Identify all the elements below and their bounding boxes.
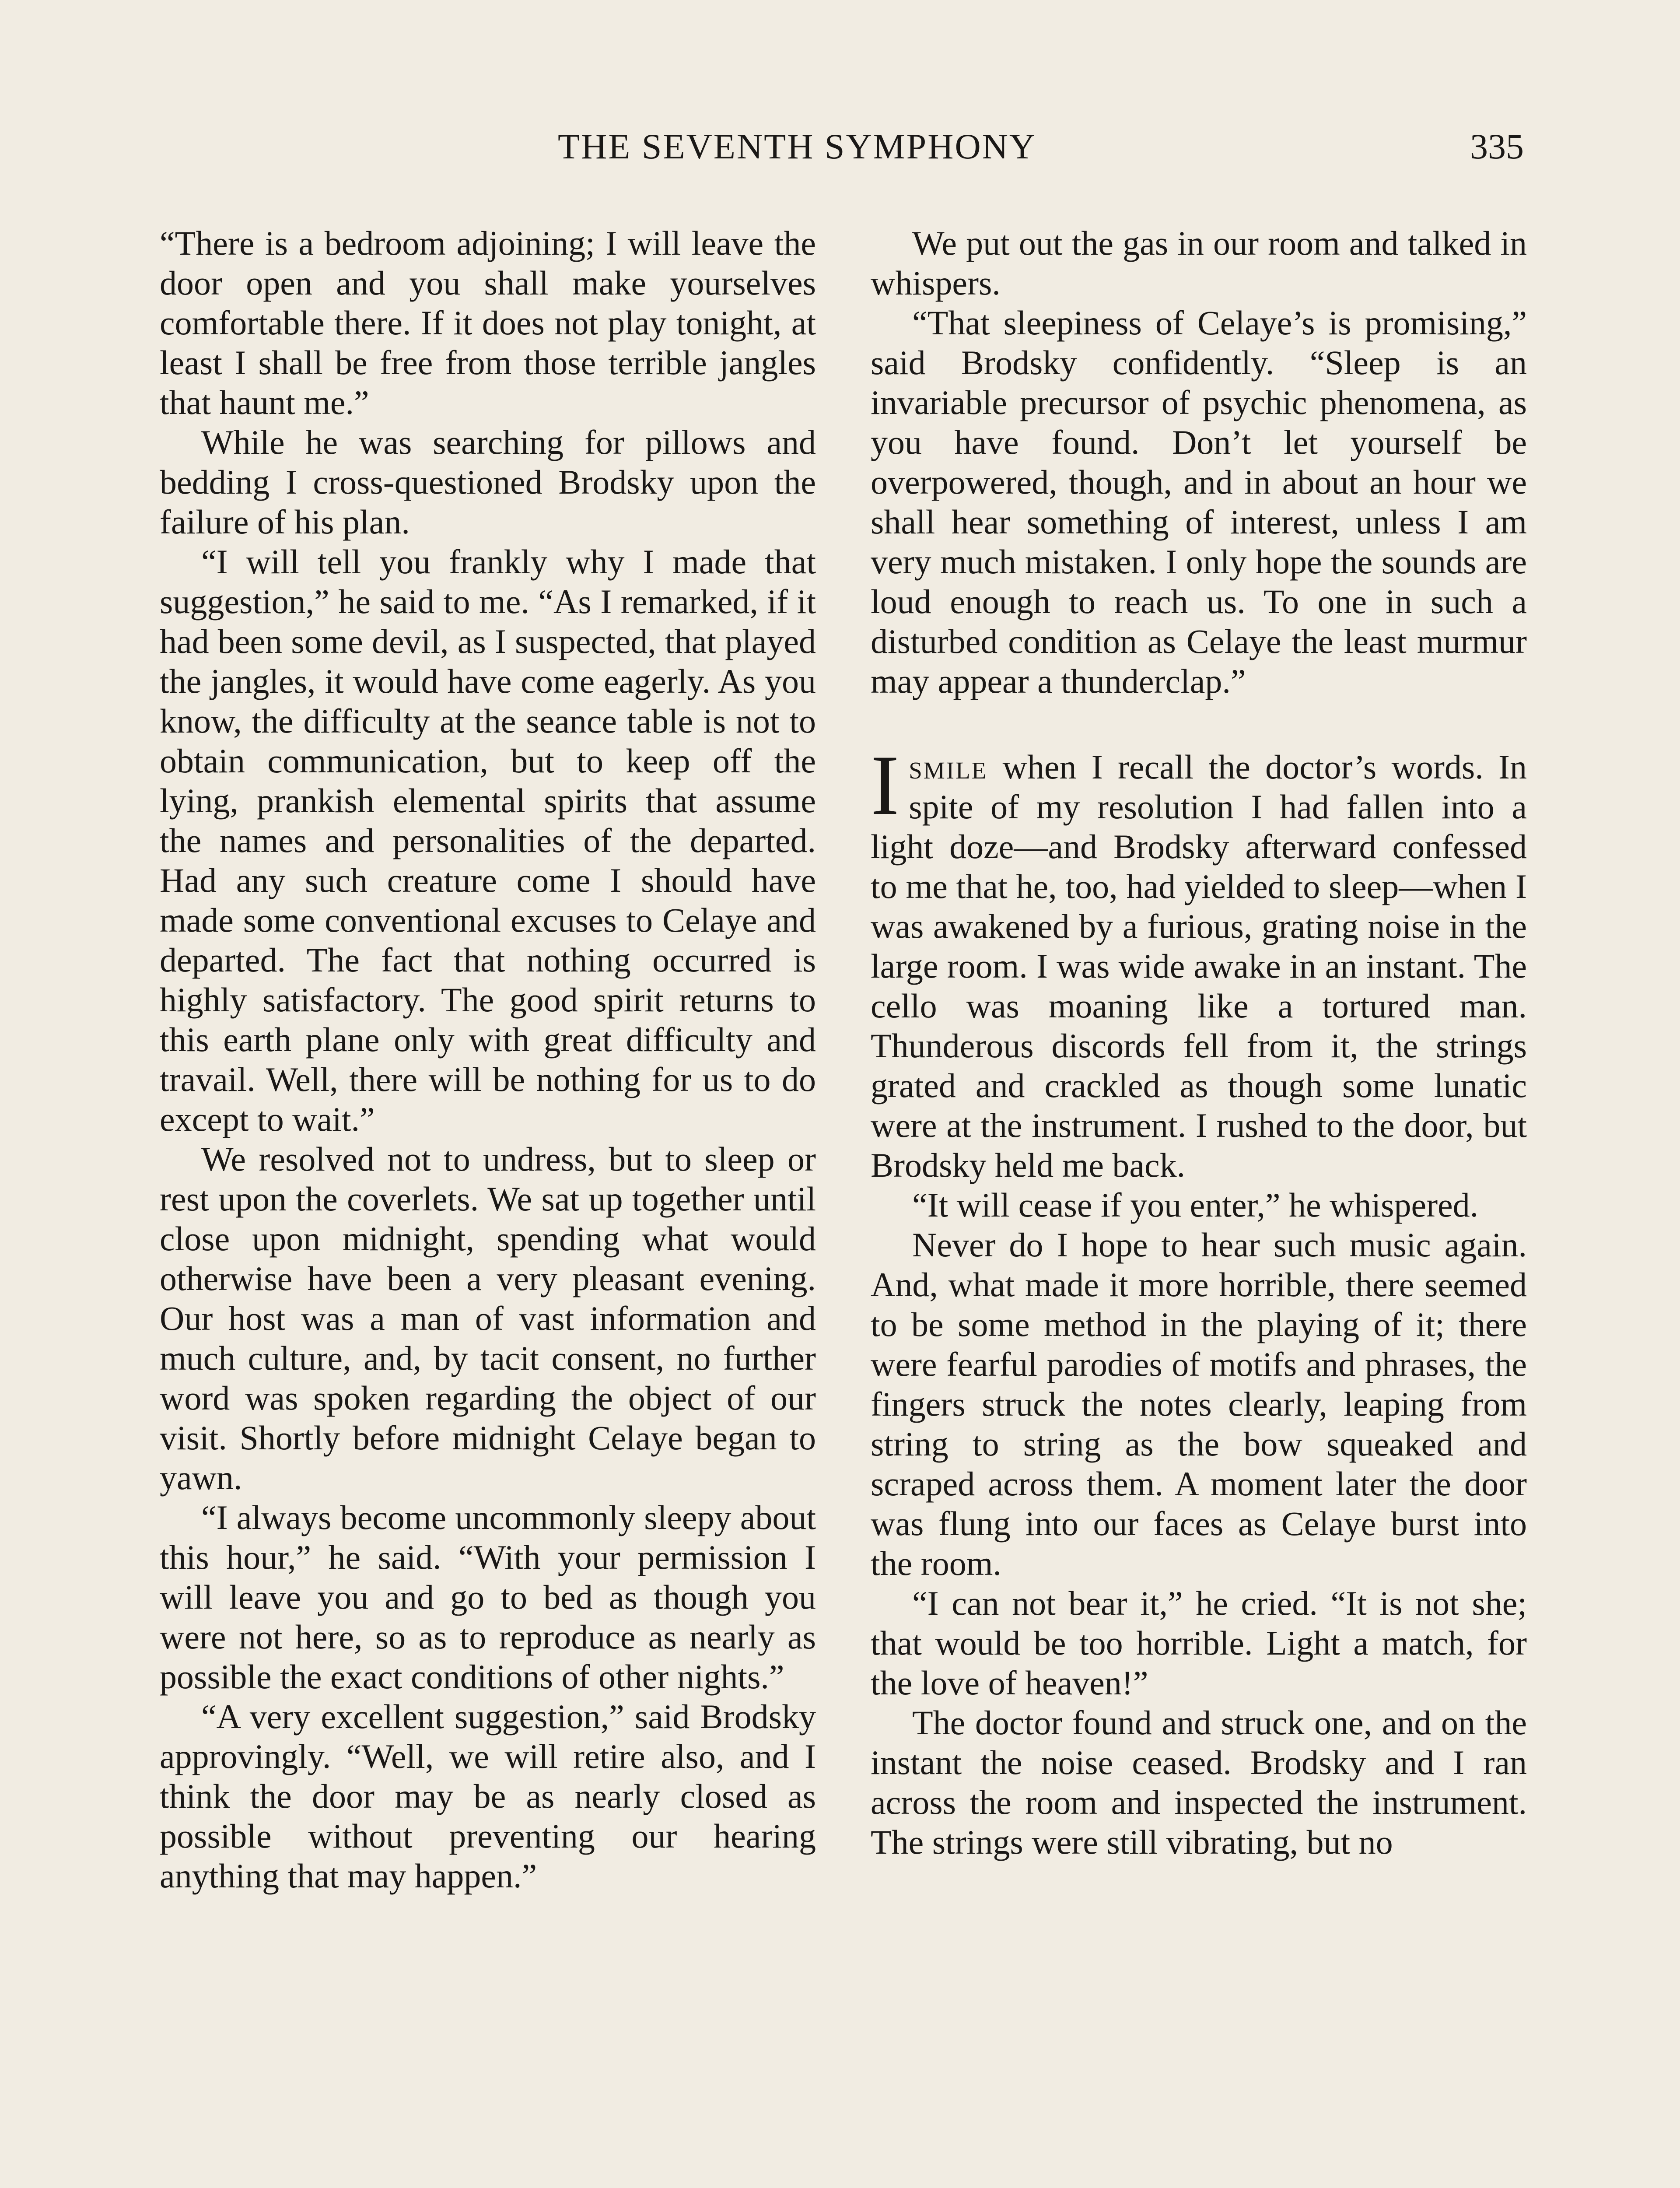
paragraph: “That sleepiness of Celaye’s is promising,” said Brodsky confidently. “Sleep is an invariable precursor of psychic phenomena, as you have found. Don’t let yourself be overpowered, though, and in about an hour we shall hear something of interest, unless I am very much mistaken. I only hope the sounds are loud enough to reach us. To one in such a disturbed condition as Celaye the least murmur may appear a thunderclap.” xyxy=(871,304,1527,700)
page-header xyxy=(0,123,1680,171)
page-number: 335 xyxy=(1470,126,1524,166)
section-start-paragraph xyxy=(871,738,1527,1185)
drop-cap: I xyxy=(871,738,900,833)
paragraph: “I can not bear it,” he cried. “It is not she; that would be too horrible. Light a match, for the love of heaven!” xyxy=(871,1584,1527,1702)
paragraph: While he was searching for pillows and bedding I cross-questioned Brodsky upon the failure of his plan. xyxy=(160,423,816,541)
paragraph: “There is a bedroom adjoining; I will leave the door open and you shall make yourselves comfortable there. If it does not play tonight, at least I shall be free from those terrible jangles that haunt me.” xyxy=(160,224,816,421)
paragraph: Never do I hope to hear such music again. And, what made it more horrible, there seemed to be some method in the playing of it; there were fearful parodies of motifs and phrases, the fingers struck the notes clearly, leaping from string to string as the bow squeaked and scraped across them. A moment later the door was flung into our faces as Celaye burst into the room. xyxy=(871,1226,1527,1582)
paragraph: The doctor found and struck one, and on the instant the noise ceased. Brodsky and I ran across the room and inspected the instrument. The strings were still vibrating, but no xyxy=(871,1704,1527,1861)
right-column xyxy=(871,223,1527,1862)
paragraph: “I will tell you frankly why I made that suggestion,” he said to me. “As I remarked, if it had been some devil, as I suspected, that played the jangles, it would have come eagerly. As you know, the difficulty at the seance table is not to obtain communication, but to keep off the lying, prankish elemental spirits that assume the names and personalities of the departed. Had any such creature come I should have made some conventional excuses to Celaye and departed. The fact that nothing occurred is highly satisfactory. The good spirit returns to this earth plane only with great difficulty and travail. Well, there will be nothing for us to do except to wait.” xyxy=(160,543,816,1138)
small-caps-lead: smile xyxy=(909,748,988,786)
paragraph-text: when I recall the doctor’s words. In spite of my resolution I had fallen into a light doze—and Brodsky afterward confessed to me that he, too, had yielded to sleep—when I was awakened by a furious, grating noise in the large room. I was wide awake in an instant. The cello was moaning like a tortured man. Thunderous discords fell from it, the strings grated and crackled as though some lunatic were at the instrument. I rushed to the door, but Brodsky held me back. xyxy=(871,748,1527,1184)
running-title: THE SEVENTH SYMPHONY xyxy=(558,126,1037,166)
paragraph: “A very excellent suggestion,” said Brodsky approvingly. “Well, we will retire also, and I think the door may be as nearly closed as possible without preventing our hearing anything that may happen.” xyxy=(160,1697,816,1895)
paragraph: “I always become uncommonly sleepy about this hour,” he said. “With your permission I will leave you and go to bed as though you were not here, so as to reproduce as nearly as possible the exact conditions of other nights.” xyxy=(160,1498,816,1696)
paragraph: We resolved not to undress, but to sleep or rest upon the coverlets. We sat up together until close upon midnight, spending what would otherwise have been a very pleasant evening. Our host was a man of vast information and much culture, and, by tacit consent, no further word was spoken regarding the object of our visit. Shortly before midnight Celaye began to yawn. xyxy=(160,1140,816,1497)
paragraph: “It will cease if you enter,” he whispered. xyxy=(912,1186,1479,1224)
paragraph: We put out the gas in our room and talked in whispers. xyxy=(871,224,1527,302)
left-column xyxy=(160,223,816,1896)
